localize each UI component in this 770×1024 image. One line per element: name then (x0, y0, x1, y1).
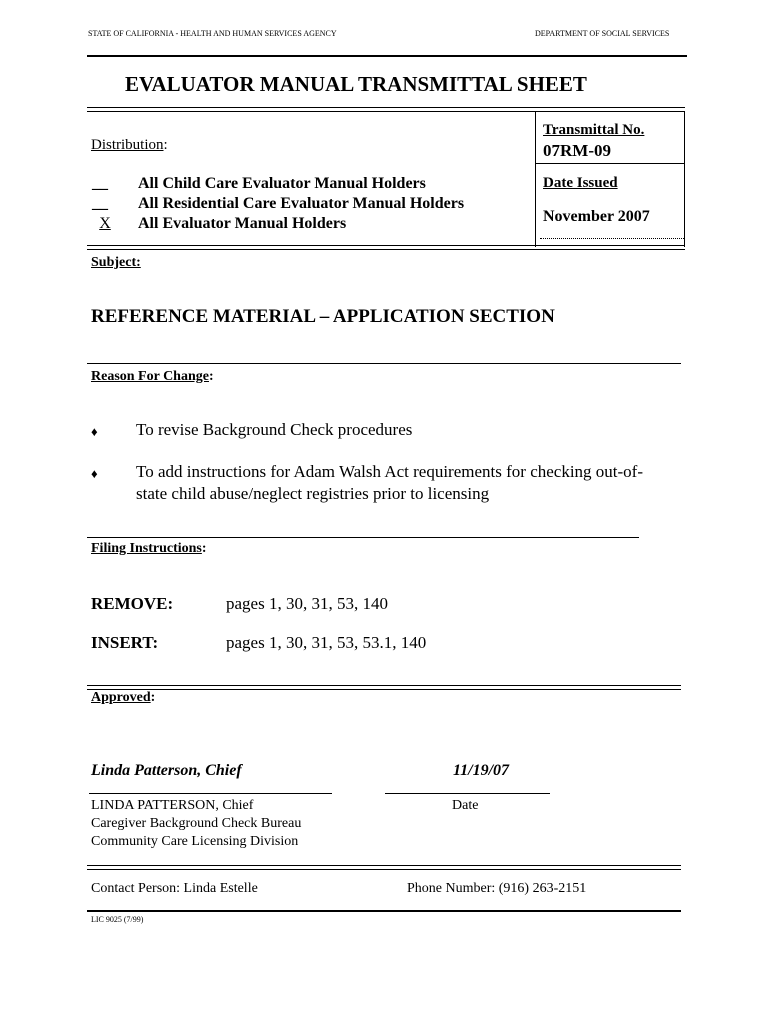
contact-person: Contact Person: Linda Estelle (91, 881, 258, 896)
signature: Linda Patterson, Chief (91, 762, 242, 779)
transmittal-box-left (535, 111, 536, 247)
diamond-bullet-icon: ♦ (91, 424, 98, 439)
box-bottom-rule (87, 245, 685, 250)
box-top-rule (87, 107, 685, 112)
agency-header: STATE OF CALIFORNIA - HEALTH AND HUMAN SERVICES AGENCY (88, 29, 337, 38)
signer-name: LINDA PATTERSON, Chief (91, 798, 254, 813)
reason-bullet-1: To revise Background Check procedures (136, 420, 413, 439)
footer-rule (87, 910, 681, 912)
transmittal-label: Transmittal No. (543, 122, 645, 138)
insert-label: INSERT: (91, 633, 159, 652)
distribution-item-3: All Evaluator Manual Holders (138, 215, 347, 232)
approved-rule (87, 685, 681, 690)
signature-line (89, 793, 332, 794)
subject-text: REFERENCE MATERIAL – APPLICATION SECTION (91, 306, 555, 327)
transmittal-dotted-rule (540, 238, 684, 239)
distribution-mark-2: __ (92, 195, 108, 212)
insert-pages: pages 1, 30, 31, 53, 53.1, 140 (226, 633, 427, 652)
date-issued-value: November 2007 (543, 208, 650, 225)
diamond-bullet-icon: ♦ (91, 466, 98, 481)
date-issued-label: Date Issued (543, 175, 618, 191)
date-label: Date (452, 798, 479, 813)
document-title: EVALUATOR MANUAL TRANSMITTAL SHEET (125, 72, 587, 96)
reason-label: Reason For Change: (91, 369, 214, 384)
signature-date: 11/19/07 (453, 762, 510, 779)
filing-rule (87, 537, 639, 538)
transmittal-divider (535, 163, 684, 164)
transmittal-number: 07RM-09 (543, 141, 611, 160)
transmittal-box-right (684, 111, 685, 247)
contact-rule (87, 865, 681, 870)
reason-bullet-2-line2: state child abuse/neglect registries prior to licensing (136, 484, 490, 503)
filing-label: Filing Instructions: (91, 541, 207, 556)
reason-rule (87, 363, 681, 364)
subject-label: Subject: (91, 255, 141, 270)
distribution-mark-1: __ (92, 175, 108, 192)
department-header: DEPARTMENT OF SOCIAL SERVICES (535, 29, 670, 38)
distribution-mark-3: X (99, 215, 111, 232)
remove-pages: pages 1, 30, 31, 53, 140 (226, 594, 388, 613)
date-line (385, 793, 550, 794)
remove-label: REMOVE: (91, 594, 174, 613)
header-rule (87, 55, 687, 57)
form-number: LIC 9025 (7/99) (91, 915, 144, 924)
contact-phone: Phone Number: (916) 263-2151 (407, 881, 587, 896)
signer-bureau: Caregiver Background Check Bureau (91, 816, 302, 831)
distribution-label: Distribution: (91, 137, 168, 153)
signer-division: Community Care Licensing Division (91, 834, 299, 849)
approved-label: Approved: (91, 690, 156, 705)
distribution-item-2: All Residential Care Evaluator Manual Holders (138, 195, 465, 212)
distribution-item-1: All Child Care Evaluator Manual Holders (138, 175, 426, 192)
reason-bullet-2-line1: To add instructions for Adam Walsh Act requirements for checking out-of- (136, 462, 644, 481)
